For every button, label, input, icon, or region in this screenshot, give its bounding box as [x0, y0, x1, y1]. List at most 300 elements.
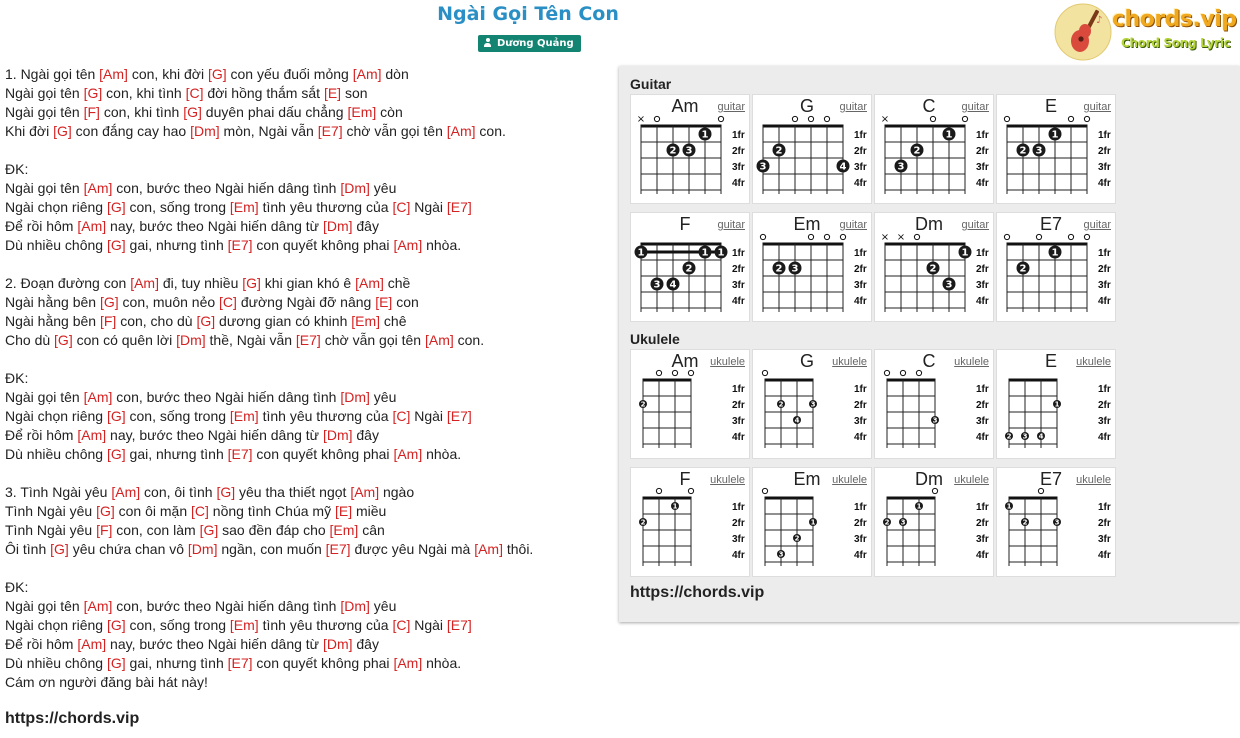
lyric-line [5, 312, 610, 331]
lyric-text: con [392, 294, 419, 310]
guitar-chord-c[interactable] [874, 94, 994, 204]
chord-token[interactable]: [Em] [351, 313, 381, 329]
lyric-text: gai, nhưng tình [125, 446, 228, 462]
lyric-text: thề, Ngài vẫn [205, 332, 296, 348]
lyric-line [5, 635, 610, 654]
fret-label: 2fr [1098, 518, 1111, 529]
finger-number: 3 [897, 161, 905, 173]
chord-token[interactable]: [Dm] [322, 218, 353, 234]
fret-label: 4fr [1098, 432, 1111, 443]
lyric-line [5, 540, 610, 559]
lyric-text: nay, bước theo Ngài hiến dâng từ [106, 427, 323, 443]
open-string-mark [1084, 234, 1089, 239]
lyric-line [5, 350, 610, 369]
chord-name: C [922, 351, 936, 371]
chord-token[interactable]: [Dm] [322, 636, 353, 652]
lyric-text: Ngài [410, 617, 447, 633]
instrument-link[interactable]: guitar [1083, 219, 1111, 231]
logo-tagline: Chord Song Lyric [1121, 36, 1231, 50]
lyric-line [5, 616, 610, 635]
ukulele-section-title: Ukulele [630, 331, 680, 347]
user-icon [484, 38, 491, 47]
instrument-link[interactable]: ukulele [954, 356, 989, 368]
chord-token[interactable]: [Am] [446, 123, 476, 139]
fret-label: 3fr [854, 162, 867, 173]
fret-label: 2fr [732, 146, 745, 157]
fret-label: 3fr [854, 534, 867, 545]
fret-label: 3fr [976, 416, 989, 427]
lyric-text: Cám ơn người đăng bài hát này! [5, 674, 208, 690]
ukulele-chord-e7[interactable] [996, 467, 1116, 577]
chord-token[interactable]: [Am] [83, 180, 113, 196]
chord-token[interactable]: [Dm] [322, 427, 353, 443]
fret-label: 4fr [1098, 178, 1111, 189]
chord-token[interactable]: [Am] [77, 427, 107, 443]
chord-token[interactable]: [Am] [393, 446, 423, 462]
fret-label: 1fr [854, 384, 867, 395]
lyric-text: Dù nhiều chông [5, 446, 107, 462]
lyric-text: được yêu Ngài mà [350, 541, 475, 557]
chord-token[interactable]: [Am] [77, 636, 107, 652]
lyric-text: con, bước theo Ngài hiến dâng tình [112, 598, 341, 614]
chord-token[interactable]: [E7] [446, 408, 472, 424]
chord-token[interactable]: [Am] [350, 484, 380, 500]
chord-token[interactable]: [G] [199, 522, 219, 538]
finger-number: 4 [1038, 432, 1044, 441]
open-string-mark [792, 116, 797, 121]
lyric-line [5, 160, 610, 179]
fret-label: 2fr [854, 518, 867, 529]
ukulele-chord-c[interactable] [874, 349, 994, 459]
chord-name: Em [793, 469, 821, 489]
lyric-text: Để rồi hôm [5, 427, 78, 443]
fret-label: 1fr [854, 248, 867, 259]
chord-token[interactable]: [G] [106, 408, 126, 424]
lyric-text: dương gian có khinh [215, 313, 352, 329]
lyric-text: Ngài gọi tên [5, 598, 84, 614]
chord-token[interactable]: [Am] [352, 66, 382, 82]
fret-label: 2fr [732, 264, 745, 275]
svg-text:♪: ♪ [1096, 15, 1103, 26]
guitar-chord-e[interactable] [996, 94, 1116, 204]
lyric-text: đây [352, 636, 379, 652]
chord-token[interactable]: [Em] [229, 408, 259, 424]
lyric-text: đây [352, 427, 379, 443]
chord-token[interactable]: [E7] [325, 541, 351, 557]
chord-name: F [679, 214, 691, 234]
lyric-text: con, sống trong [125, 408, 230, 424]
fret-label: 3fr [732, 416, 745, 427]
chord-token[interactable]: [G] [99, 294, 119, 310]
fret-label: 2fr [976, 518, 989, 529]
chord-token[interactable]: [Dm] [190, 123, 220, 139]
chord-name: E7 [1039, 469, 1063, 489]
chord-token[interactable]: [Am] [393, 237, 423, 253]
lyric-line [5, 274, 610, 293]
lyric-text: Ngài hằng bên [5, 313, 100, 329]
finger-number: 3 [759, 161, 767, 173]
lyric-line [5, 122, 610, 141]
instrument-link[interactable]: ukulele [1076, 356, 1111, 368]
lyric-line [5, 179, 610, 198]
ukulele-chord-em[interactable] [752, 467, 872, 577]
finger-number: 4 [669, 279, 677, 291]
lyric-text: chờ vẫn gọi tên [320, 332, 425, 348]
lyric-text: yêu tha thiết ngọt [235, 484, 351, 500]
lyric-text: đường Ngài đỡ nâng [236, 294, 376, 310]
fret-label: 3fr [976, 280, 989, 291]
chord-token[interactable]: [G] [96, 503, 115, 519]
fret-label: 4fr [854, 432, 867, 443]
chord-token[interactable]: [Dm] [340, 598, 370, 614]
lyric-text: Ngài gọi tên [5, 389, 84, 405]
chord-name: G [799, 96, 814, 116]
chord-token[interactable]: [Am] [355, 275, 384, 291]
chord-token[interactable]: [Dm] [340, 389, 370, 405]
lyric-text: cân [358, 522, 385, 538]
lyric-text: con yếu đuối mỏng [226, 66, 353, 82]
lyric-line [5, 331, 610, 350]
fret-label: 1fr [732, 130, 745, 141]
lyric-text: con đắng cay hao [71, 123, 191, 139]
open-string-mark [962, 116, 967, 121]
chord-token[interactable]: [Dm] [176, 332, 206, 348]
lyric-text: tình yêu thương của [258, 408, 393, 424]
lyric-text: nhòa. [422, 237, 462, 253]
chord-token[interactable]: [C] [185, 85, 204, 101]
finger-number: 3 [685, 145, 693, 157]
lyric-text: Dù nhiều chông [5, 655, 107, 671]
chord-token[interactable]: [Am] [111, 484, 141, 500]
lyric-text: chờ vẫn gọi tên [342, 123, 447, 139]
fret-label: 2fr [854, 400, 867, 411]
fret-label: 1fr [732, 502, 745, 513]
ukulele-chord-e[interactable] [996, 349, 1116, 459]
lyric-line [5, 654, 610, 673]
finger-number: 3 [1054, 518, 1060, 527]
lyric-text: ĐK: [5, 161, 29, 177]
finger-number: 2 [778, 400, 784, 409]
instrument-link[interactable]: guitar [839, 101, 867, 113]
instrument-link[interactable]: ukulele [710, 474, 745, 486]
chord-name: E [1044, 96, 1057, 116]
chord-token[interactable]: [Am] [99, 66, 128, 82]
lyrics-footer-link[interactable]: https://chords.vip [5, 710, 140, 727]
chord-token[interactable]: [Am] [474, 541, 503, 557]
lyric-text: Ngài chọn riêng [5, 199, 107, 215]
lyric-line [5, 502, 610, 521]
chord-token[interactable]: [G] [183, 104, 202, 120]
chord-token[interactable]: [G] [53, 123, 72, 139]
fret-label: 1fr [1098, 130, 1111, 141]
ukulele-chord-am[interactable] [630, 349, 750, 459]
guitar-chord-e7[interactable] [996, 212, 1116, 322]
chord-token[interactable]: [Em] [229, 199, 259, 215]
finger-number: 2 [685, 263, 693, 275]
lyric-text: Ngài gọi tên [5, 104, 84, 120]
open-string-mark [760, 234, 765, 239]
finger-number: 2 [884, 518, 890, 527]
instrument-link[interactable]: ukulele [832, 474, 867, 486]
finger-number: 4 [839, 161, 847, 173]
lyric-text: Dù nhiều chông [5, 237, 107, 253]
guitar-chord-dm[interactable] [874, 212, 994, 322]
chord-token[interactable]: [E7] [227, 237, 253, 253]
finger-number: 3 [900, 518, 906, 527]
lyric-text: ĐK: [5, 370, 29, 386]
chord-token[interactable]: [Am] [424, 332, 454, 348]
open-string-mark [718, 116, 723, 121]
fret-label: 4fr [854, 550, 867, 561]
lyric-text: duyên phai dấu chẳng [201, 104, 348, 120]
fret-label: 4fr [854, 178, 867, 189]
finger-number: 1 [637, 247, 645, 259]
lyric-text: Cho dù [5, 332, 55, 348]
open-string-mark [824, 234, 829, 239]
chord-token[interactable]: [F] [99, 313, 117, 329]
guitar-chord-g[interactable] [752, 94, 872, 204]
lyric-text: sao đền đáp cho [218, 522, 330, 538]
chord-token[interactable]: [G] [54, 332, 73, 348]
lyric-text: Ngài chọn riêng [5, 617, 107, 633]
chord-token[interactable]: [Dm] [340, 180, 370, 196]
chord-token[interactable]: [E] [334, 503, 353, 519]
instrument-link[interactable]: ukulele [832, 356, 867, 368]
chord-name: E [1044, 351, 1057, 371]
chord-token[interactable]: [G] [106, 199, 126, 215]
site-logo[interactable] [1054, 3, 1236, 61]
lyric-text: ĐK: [5, 579, 29, 595]
instrument-link[interactable]: ukulele [710, 356, 745, 368]
lyric-text: Ngài hằng bên [5, 294, 100, 310]
chord-token[interactable]: [E7] [317, 123, 343, 139]
lyric-text: miều [352, 503, 387, 519]
lyrics-body [5, 65, 610, 692]
finger-number: 3 [791, 263, 799, 275]
finger-number: 1 [672, 502, 678, 511]
finger-number: 3 [945, 279, 953, 291]
open-string-mark [1036, 234, 1041, 239]
lyric-text: thôi. [502, 541, 534, 557]
lyric-text: Ôi tình [5, 541, 51, 557]
fret-label: 1fr [976, 384, 989, 395]
ukulele-chord-g[interactable] [752, 349, 872, 459]
guitar-chord-em[interactable] [752, 212, 872, 322]
fret-label: 4fr [732, 550, 745, 561]
lyric-line [5, 597, 610, 616]
open-string-mark [1004, 234, 1009, 239]
chord-token[interactable]: [G] [207, 66, 227, 82]
lyric-text: Ngài gọi tên [5, 85, 84, 101]
finger-number: 1 [701, 247, 709, 259]
lyric-text: con. [475, 123, 506, 139]
chord-token[interactable]: [Am] [77, 218, 107, 234]
lyric-text: dòn [381, 66, 409, 82]
fret-label: 2fr [1098, 264, 1111, 275]
lyric-line [5, 483, 610, 502]
lyric-line [5, 388, 610, 407]
lyric-text: tình yêu thương của [258, 199, 393, 215]
fret-label: 3fr [854, 280, 867, 291]
open-string-mark [1068, 116, 1073, 121]
chord-name: Am [671, 351, 699, 371]
lyric-text: Để rồi hôm [5, 218, 78, 234]
fret-label: 3fr [976, 162, 989, 173]
chord-token[interactable]: [E7] [227, 446, 253, 462]
chord-token[interactable]: [F] [96, 522, 113, 538]
finger-number: 2 [929, 263, 937, 275]
fret-label: 1fr [732, 248, 745, 259]
chord-token[interactable]: [G] [196, 313, 216, 329]
fret-label: 4fr [1098, 296, 1111, 307]
lyric-text: 3. Tình Ngài yêu [5, 484, 112, 500]
guitar-chord-am[interactable] [630, 94, 750, 204]
instrument-link[interactable]: ukulele [954, 474, 989, 486]
finger-number: 3 [1022, 432, 1028, 441]
chord-token[interactable]: [Am] [83, 598, 113, 614]
finger-number: 3 [932, 416, 938, 425]
chord-name: F [679, 469, 691, 489]
instrument-link[interactable]: guitar [717, 101, 745, 113]
chord-name: Em [793, 214, 821, 234]
lyric-text: 1. Ngài gọi tên [5, 66, 100, 82]
lyric-text: con, cho dù [116, 313, 197, 329]
guitar-logo-icon [1054, 3, 1114, 61]
instrument-link[interactable]: guitar [839, 219, 867, 231]
lyric-text: chề [383, 275, 411, 291]
lyric-line [5, 141, 610, 160]
chord-token[interactable]: [Am] [393, 655, 423, 671]
muted-string-mark: × [880, 232, 890, 243]
lyric-line [5, 426, 610, 445]
finger-number: 2 [640, 518, 646, 527]
chord-diagrams-panel [619, 66, 1240, 622]
chord-token[interactable]: [C] [392, 408, 411, 424]
finger-number: 4 [794, 416, 800, 425]
author-name: Dương Quảng [497, 38, 574, 49]
fret-label: 1fr [854, 130, 867, 141]
chord-token[interactable]: [E7] [295, 332, 321, 348]
chord-name: C [922, 96, 936, 116]
open-string-mark [654, 116, 659, 121]
fret-label: 2fr [976, 264, 989, 275]
chord-token[interactable]: [E7] [227, 655, 253, 671]
lyric-text: tình yêu thương của [258, 617, 393, 633]
lyric-text: con, bước theo Ngài hiến dâng tình [112, 389, 341, 405]
instrument-link[interactable]: guitar [1083, 101, 1111, 113]
lyric-line [5, 559, 610, 578]
chord-token[interactable]: [Am] [130, 275, 159, 291]
fret-label: 3fr [1098, 280, 1111, 291]
lyric-text: yêu chứa chan vô [68, 541, 188, 557]
chord-token[interactable]: [C] [392, 617, 411, 633]
lyric-line [5, 521, 610, 540]
lyric-text: yêu [369, 389, 397, 405]
lyric-text: con, muôn nẻo [118, 294, 220, 310]
chord-token[interactable]: [G] [50, 541, 69, 557]
ukulele-chord-f[interactable] [630, 467, 750, 577]
chord-name: Dm [915, 214, 943, 234]
lyric-line [5, 84, 610, 103]
lyric-text: Ngài [410, 408, 447, 424]
chord-token[interactable]: [Am] [83, 389, 113, 405]
fret-label: 1fr [976, 248, 989, 259]
chord-token[interactable]: [G] [106, 237, 126, 253]
lyric-text: Tình Ngài yêu [5, 503, 97, 519]
author-badge[interactable] [478, 35, 581, 52]
chord-token[interactable]: [C] [392, 199, 411, 215]
instrument-link[interactable]: guitar [961, 101, 989, 113]
instrument-link[interactable]: guitar [961, 219, 989, 231]
chord-token[interactable]: [E7] [446, 199, 472, 215]
chord-token[interactable]: [F] [83, 104, 100, 120]
fret-label: 1fr [1098, 502, 1111, 513]
lyric-text: Ngài chọn riêng [5, 408, 107, 424]
panel-footer-link[interactable]: https://chords.vip [630, 584, 765, 601]
chord-name: G [799, 351, 814, 371]
lyric-text: yêu [369, 598, 397, 614]
instrument-link[interactable]: ukulele [1076, 474, 1111, 486]
chord-token[interactable]: [Dm] [187, 541, 218, 557]
lyric-text: son [341, 85, 368, 101]
muted-string-mark: × [636, 114, 646, 125]
lyric-text: con, bước theo Ngài hiến dâng tình [112, 180, 341, 196]
chord-token[interactable]: [Em] [229, 617, 259, 633]
chord-token[interactable]: [G] [242, 275, 261, 291]
finger-number: 1 [717, 247, 725, 259]
chord-token[interactable]: [C] [219, 294, 237, 310]
chord-token[interactable]: [E7] [446, 617, 472, 633]
fret-label: 1fr [1098, 248, 1111, 259]
open-string-mark [808, 234, 813, 239]
chord-token[interactable]: [E] [375, 294, 393, 310]
chord-token[interactable]: [E] [323, 85, 342, 101]
finger-number: 1 [1051, 247, 1059, 259]
finger-number: 1 [701, 129, 709, 141]
chord-token[interactable]: [G] [216, 484, 236, 500]
guitar-chord-f[interactable] [630, 212, 750, 322]
ukulele-chord-dm[interactable] [874, 467, 994, 577]
chord-token[interactable]: [G] [106, 446, 126, 462]
lyric-line [5, 236, 610, 255]
fret-label: 2fr [1098, 146, 1111, 157]
lyric-text: nay, bước theo Ngài hiến dâng từ [106, 636, 323, 652]
instrument-link[interactable]: guitar [717, 219, 745, 231]
chord-token[interactable]: [Em] [329, 522, 359, 538]
finger-number: 1 [916, 502, 922, 511]
finger-number: 1 [1054, 400, 1060, 409]
chord-token[interactable]: [Em] [347, 104, 377, 120]
fret-label: 4fr [976, 432, 989, 443]
chord-token[interactable]: [G] [106, 617, 126, 633]
chord-token[interactable]: [G] [106, 655, 126, 671]
chord-name: Am [671, 96, 699, 116]
finger-number: 1 [1006, 502, 1012, 511]
finger-number: 2 [1019, 145, 1027, 157]
lyric-text: ngần, con muốn [217, 541, 326, 557]
open-string-mark [914, 234, 919, 239]
lyric-text: khi gian khó ê [260, 275, 356, 291]
lyric-text: đi, tuy nhiều [158, 275, 243, 291]
lyric-text: nhòa. [422, 446, 462, 462]
muted-string-mark: × [880, 114, 890, 125]
chord-token[interactable]: [G] [83, 85, 103, 101]
finger-number: 1 [1051, 129, 1059, 141]
chord-token[interactable]: [C] [191, 503, 209, 519]
chord-name: E7 [1039, 214, 1063, 234]
lyric-text: ngào [379, 484, 415, 500]
fret-label: 4fr [976, 550, 989, 561]
